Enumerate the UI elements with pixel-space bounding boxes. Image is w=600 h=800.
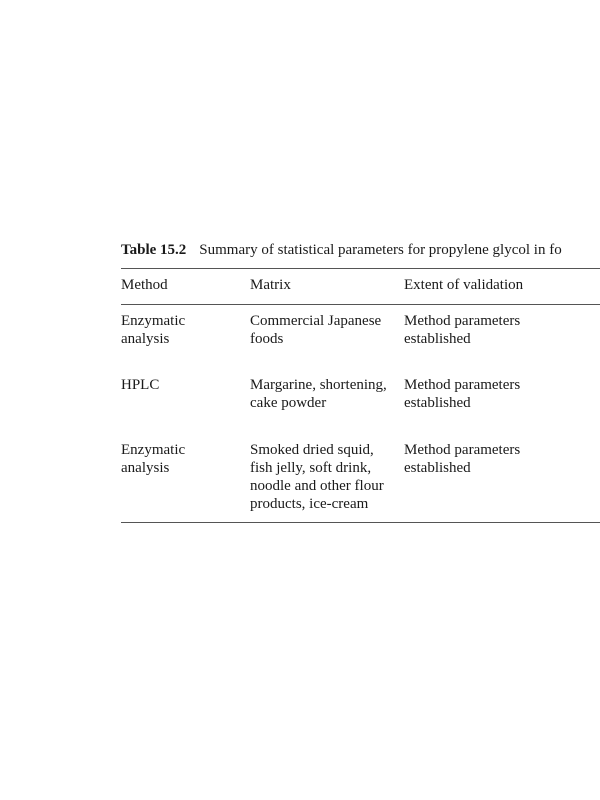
row-1-extent: Method parameters established xyxy=(404,313,521,347)
header-extent: Extent of validation xyxy=(404,277,524,293)
table-top-rule xyxy=(121,268,600,269)
row-3-matrix: Smoked dried squid, fish jelly, soft drink, noodle and other flour products, ice-cream xyxy=(250,442,384,512)
table-caption xyxy=(121,240,562,260)
row-3-method: Enzymatic analysis xyxy=(121,442,186,476)
table-title: Summary of statistical parameters for propylene glycol in fo xyxy=(199,242,562,258)
table-label: Table 15.2 xyxy=(121,242,187,258)
row-1-method: Enzymatic analysis xyxy=(121,313,186,347)
row-2-method: HPLC xyxy=(121,377,160,393)
row-2-matrix: Margarine, shortening, cake powder xyxy=(250,377,387,411)
row-3-extent: Method parameters established xyxy=(404,442,521,476)
header-method: Method xyxy=(121,277,168,293)
header-rule xyxy=(121,304,600,305)
table-bottom-rule xyxy=(121,522,600,523)
row-2-extent: Method parameters established xyxy=(404,377,521,411)
row-1-matrix: Commercial Japanese foods xyxy=(250,313,382,347)
header-matrix: Matrix xyxy=(250,277,291,293)
